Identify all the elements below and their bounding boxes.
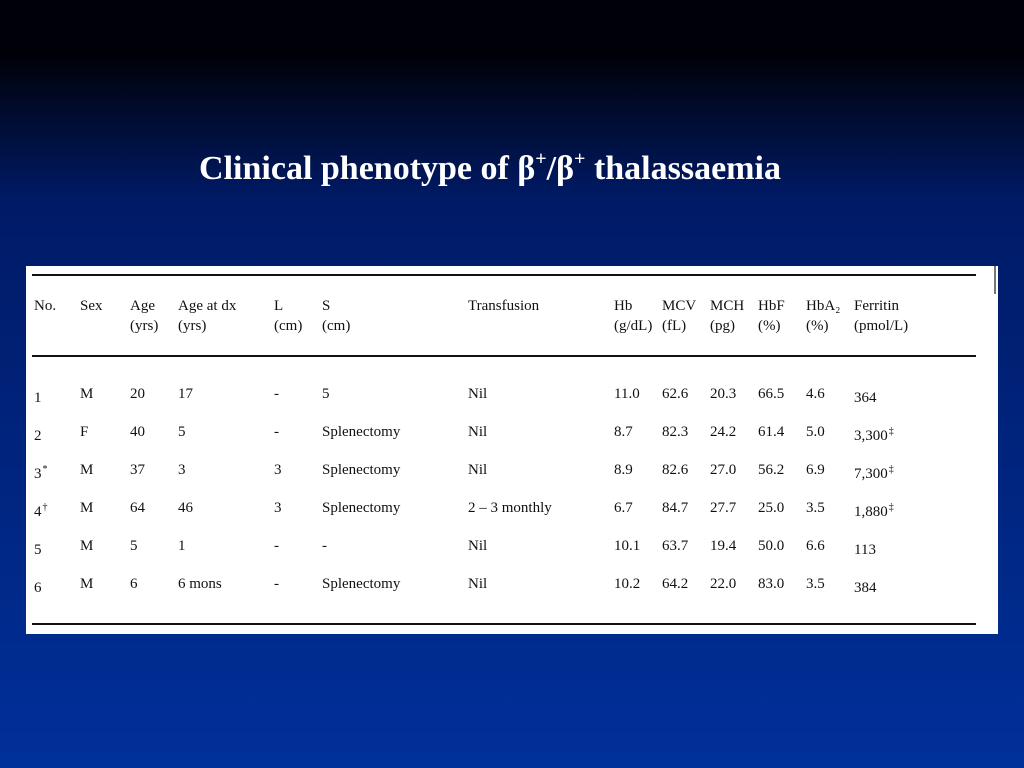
cell-s: Splenectomy	[322, 500, 401, 516]
cell-s: 5	[322, 386, 330, 402]
cell-l: -	[274, 424, 279, 440]
cell-s: -	[322, 538, 327, 554]
cell-age-dx: 17	[178, 386, 193, 402]
header-sex: Sex	[80, 298, 103, 314]
header-s: S (cm)	[322, 298, 351, 334]
cell-ferritin: 113	[854, 542, 876, 558]
cell-age-dx: 46	[178, 500, 193, 516]
cell-mcv: 82.3	[662, 424, 689, 440]
cell-hbf: 50.0	[758, 538, 785, 554]
cell-mcv: 63.7	[662, 538, 689, 554]
header-mch: MCH (pg)	[710, 298, 745, 334]
phenotype-table	[34, 296, 954, 612]
cell-ferritin: 7,300‡	[854, 464, 894, 482]
header-hbf: HbF (%)	[758, 298, 785, 334]
cell-no: 4†	[34, 502, 48, 520]
header-ferritin: Ferritin (pmol/L)	[854, 298, 909, 334]
cell-l: -	[274, 538, 279, 554]
cell-ferritin: 3,300‡	[854, 426, 894, 444]
cell-hba2: 4.6	[806, 386, 825, 402]
cell-hba2: 3.5	[806, 576, 825, 592]
cell-age: 40	[130, 424, 145, 440]
cell-hbf: 66.5	[758, 386, 785, 402]
cell-hbf: 61.4	[758, 424, 785, 440]
cell-l: 3	[274, 462, 282, 478]
header-age: Age (yrs)	[130, 298, 159, 334]
cell-transfusion: Nil	[468, 462, 488, 478]
cell-age: 37	[130, 462, 145, 478]
cell-mch: 27.0	[710, 462, 737, 478]
cell-hb: 11.0	[614, 386, 640, 402]
table-row	[34, 460, 954, 498]
cell-age-dx: 3	[178, 462, 186, 478]
cell-hb: 10.1	[614, 538, 641, 554]
cell-age: 5	[130, 538, 138, 554]
cell-hba2: 6.9	[806, 462, 825, 478]
cell-sex: M	[80, 462, 94, 478]
cell-l: 3	[274, 500, 282, 516]
table-row	[34, 384, 954, 422]
table-bottom-rule	[32, 623, 976, 625]
table-row	[34, 422, 954, 460]
cell-no: 2	[34, 428, 42, 444]
cell-hbf: 56.2	[758, 462, 785, 478]
cell-age-dx: 1	[178, 538, 186, 554]
cell-no: 1	[34, 390, 42, 406]
cell-transfusion: Nil	[468, 424, 488, 440]
header-l: L (cm)	[274, 298, 303, 334]
cell-age: 6	[130, 576, 138, 592]
cell-ferritin: 384	[854, 580, 877, 596]
cell-age-dx: 5	[178, 424, 186, 440]
table-row	[34, 574, 954, 612]
cell-mch: 24.2	[710, 424, 737, 440]
cell-sex: F	[80, 424, 89, 440]
cell-s: Splenectomy	[322, 462, 401, 478]
cell-hb: 6.7	[614, 500, 633, 516]
cell-l: -	[274, 576, 279, 592]
cell-transfusion: Nil	[468, 386, 488, 402]
cell-mch: 22.0	[710, 576, 737, 592]
cell-hb: 8.9	[614, 462, 633, 478]
panel-edge-line	[994, 266, 996, 294]
cell-mcv: 62.6	[662, 386, 689, 402]
table-top-rule	[32, 274, 976, 276]
cell-sex: M	[80, 538, 94, 554]
cell-ferritin: 364	[854, 390, 877, 406]
cell-hb: 10.2	[614, 576, 641, 592]
cell-sex: M	[80, 386, 94, 402]
cell-sex: M	[80, 500, 94, 516]
cell-hbf: 83.0	[758, 576, 785, 592]
header-hba2: HbA₂ (%)	[806, 298, 841, 334]
cell-mch: 19.4	[710, 538, 737, 554]
header-age-at-dx: Age at dx (yrs)	[178, 298, 237, 334]
cell-l: -	[274, 386, 279, 402]
cell-no: 3*	[34, 464, 48, 482]
table-row	[34, 498, 954, 536]
cell-mcv: 82.6	[662, 462, 689, 478]
header-mcv: MCV (fL)	[662, 298, 697, 334]
table-panel	[26, 266, 998, 634]
slide-title: Clinical phenotype of β+/β+ thalassaemia	[199, 148, 781, 187]
cell-transfusion: Nil	[468, 538, 488, 554]
cell-hba2: 3.5	[806, 500, 825, 516]
cell-mch: 20.3	[710, 386, 737, 402]
cell-hba2: 6.6	[806, 538, 825, 554]
cell-no: 6	[34, 580, 42, 596]
cell-sex: M	[80, 576, 94, 592]
header-spacer	[34, 356, 954, 384]
cell-transfusion: 2 – 3 monthly	[468, 500, 552, 516]
header-transfusion: Transfusion	[468, 298, 540, 314]
cell-s: Splenectomy	[322, 424, 401, 440]
slide-top-band	[0, 0, 1024, 52]
cell-mcv: 84.7	[662, 500, 689, 516]
header-hb: Hb (g/dL)	[614, 298, 653, 334]
cell-s: Splenectomy	[322, 576, 401, 592]
cell-hba2: 5.0	[806, 424, 825, 440]
table-row	[34, 536, 954, 574]
cell-mcv: 64.2	[662, 576, 689, 592]
cell-no: 5	[34, 542, 42, 558]
cell-transfusion: Nil	[468, 576, 488, 592]
cell-hb: 8.7	[614, 424, 633, 440]
cell-age: 20	[130, 386, 145, 402]
cell-ferritin: 1,880‡	[854, 502, 894, 520]
cell-hbf: 25.0	[758, 500, 785, 516]
cell-age-dx: 6 mons	[178, 576, 222, 592]
cell-age: 64	[130, 500, 145, 516]
cell-mch: 27.7	[710, 500, 737, 516]
header-no: No.	[34, 298, 57, 314]
header-row	[34, 296, 954, 356]
